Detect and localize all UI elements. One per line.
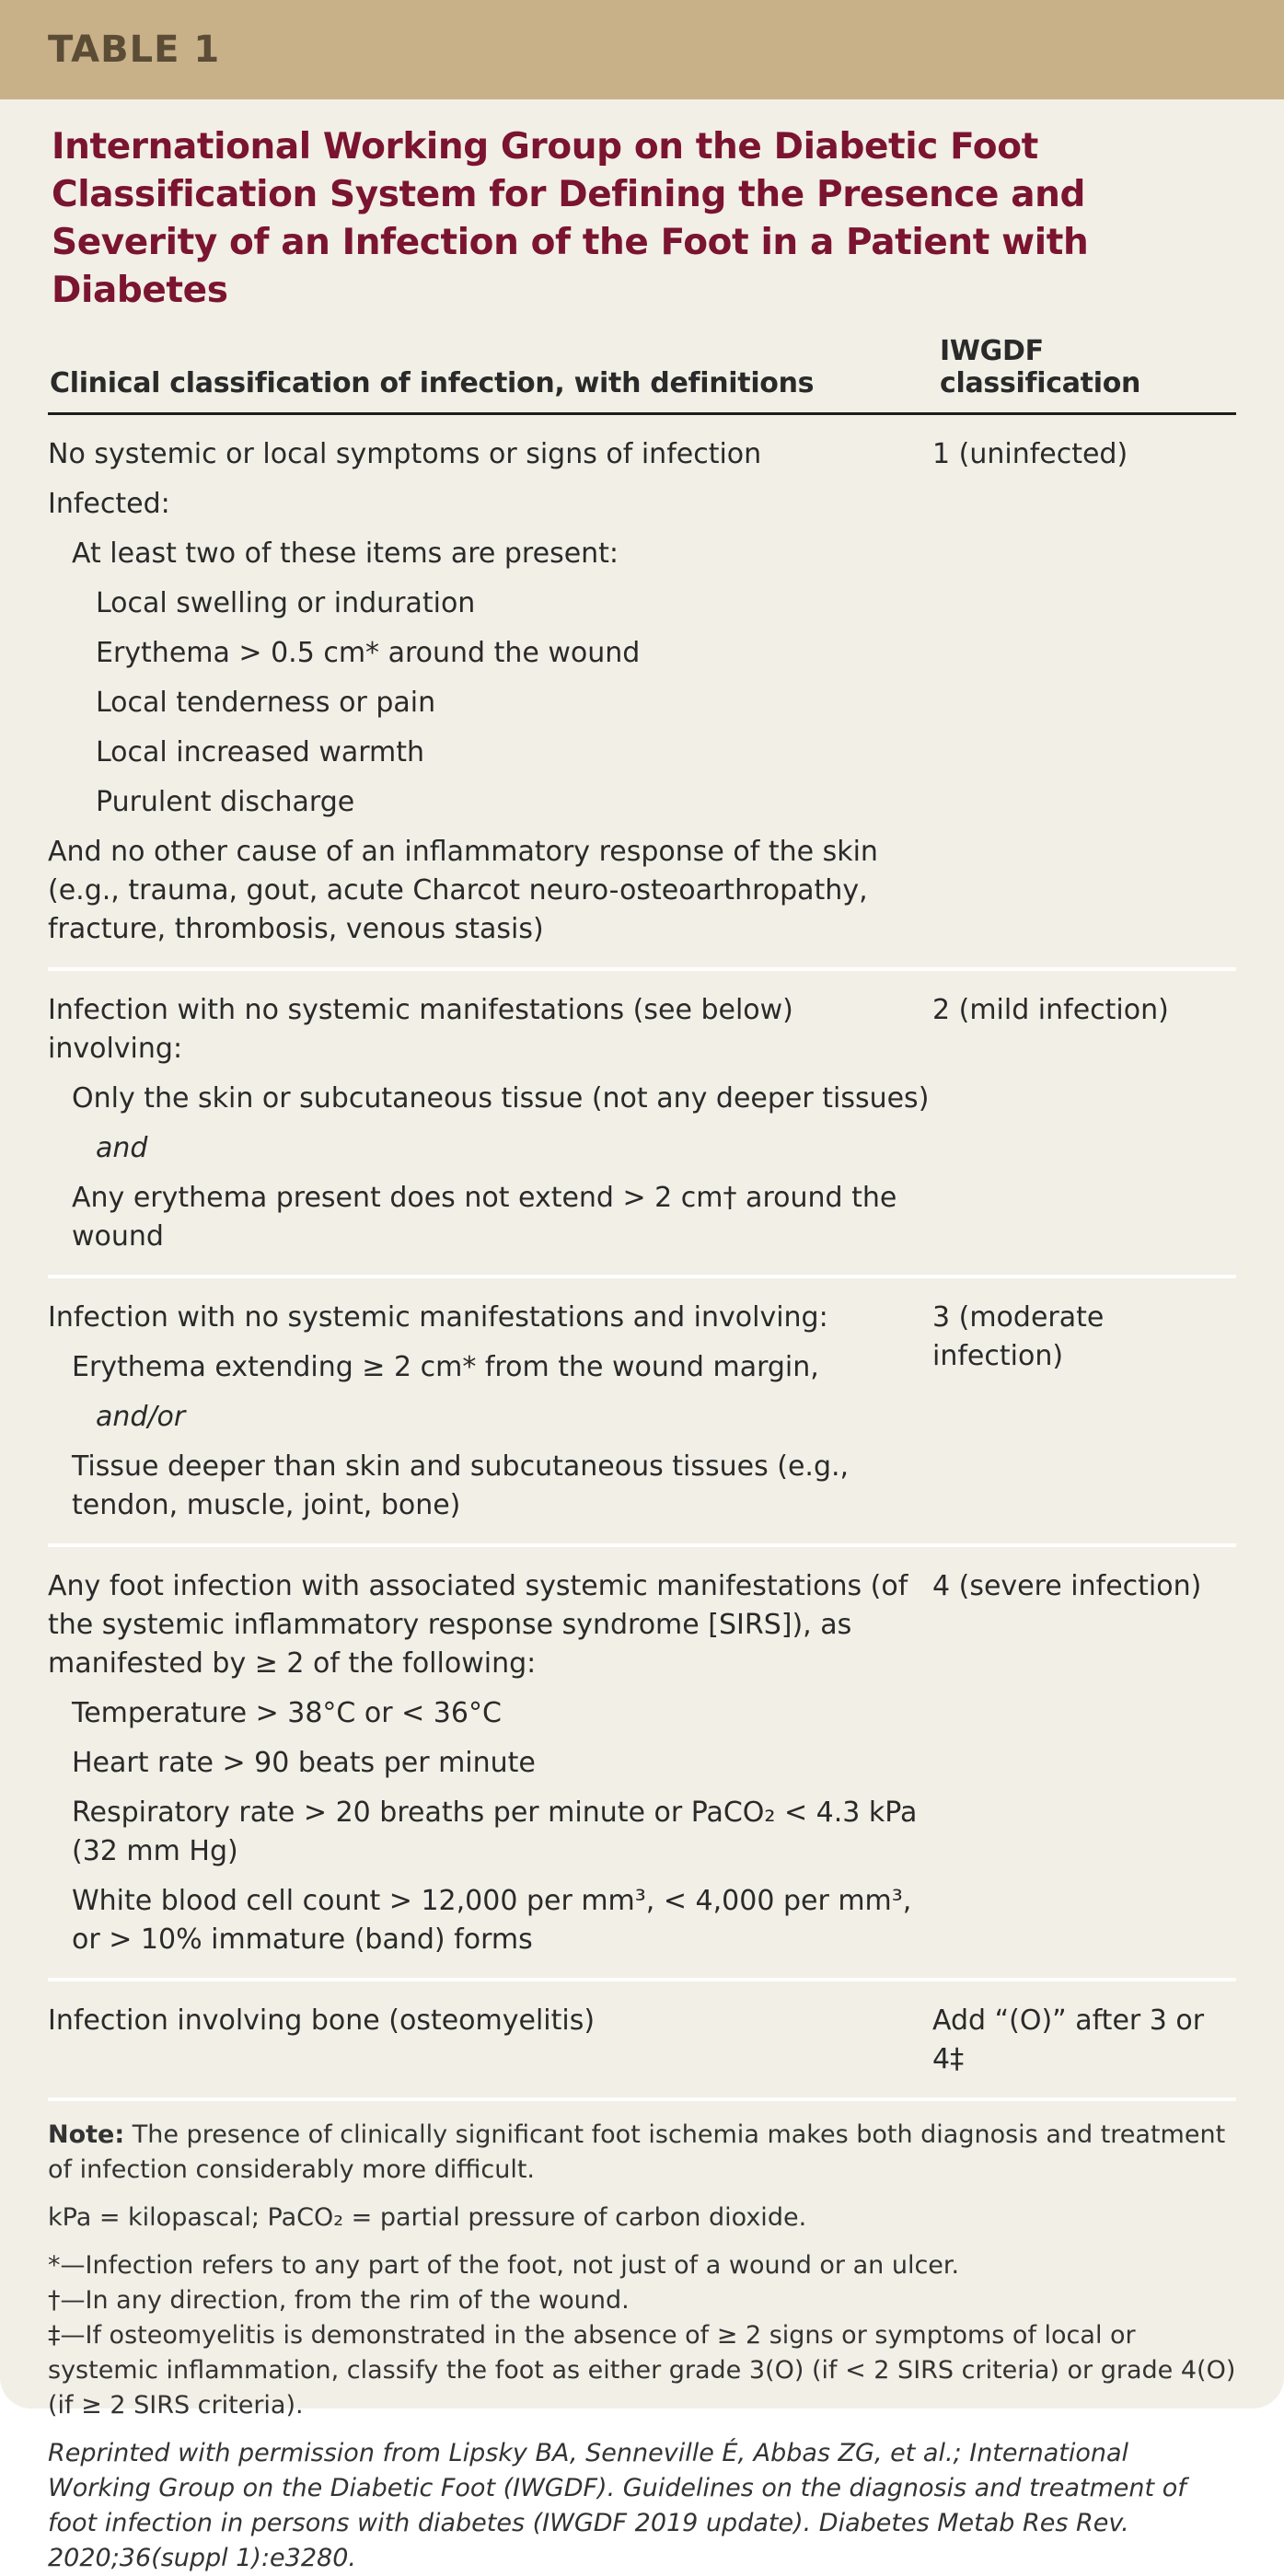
section-definitions [48,1299,931,1525]
classification-section [48,1547,1236,1981]
column-headers [48,335,1236,415]
definition-row: No systemic or local symptoms or signs of infection [48,438,762,470]
section-grade: 3 (moderate infection) [932,1301,1105,1372]
section-grade: 1 (uninfected) [932,438,1128,470]
classification-section [48,415,1236,971]
definition-row: Respiratory rate > 20 breaths per minute or PaCO₂ < 4.3 kPa (32 mm Hg) [72,1796,918,1867]
table-label: TABLE 1 [48,29,221,71]
definition-row: Any erythema present does not extend > 2 cm† around the wound [72,1182,897,1253]
classification-sections [48,415,1236,2097]
definition-row: White blood cell count > 12,000 per mm³, < 4,000 per mm³, or > 10% immature (band) forms [72,1885,912,1956]
definition-row: At least two of these items are present: [72,537,619,570]
abbreviations: kPa = kilopascal; PaCO₂ = partial pressure of carbon dioxide. [48,2203,807,2232]
note-paragraph [48,2118,1236,2188]
definition-row: and/or [96,1401,186,1433]
citation: Reprinted with permission from Lipsky BA, Senneville É, Abbas ZG, et al.; International Working Group on the Diabetic Foot (IWGDF). Guidelines on the diagnosis and treatment of foot infection in persons with diabetes (IWGDF 2019 update). Diabetes Metab Res Rev. 2020;36(suppl 1):e3280. [48,2439,1186,2572]
definition-row: Heart rate > 90 beats per minute [72,1747,536,1779]
note-label: Note: [48,2120,125,2149]
classification-section [48,1981,1236,2097]
footnote: †—In any direction, from the rim of the wound. [48,2286,630,2315]
footnote: *—Infection refers to any part of the foot, not just of a wound or an ulcer. [48,2251,960,2280]
definition-row: Tissue deeper than skin and subcutaneous tissues (e.g., tendon, muscle, joint, bone) [72,1450,850,1521]
classification-section [48,1278,1236,1547]
table-content [0,123,1284,2576]
definition-row: Local tenderness or pain [96,687,436,719]
section-grade: 2 (mild infection) [932,994,1169,1026]
note-text: The presence of clinically significant foot ischemia makes both diagnosis and treatment of infection considerably more difficult. [48,2120,1226,2184]
definition-row: Infected: [48,488,170,520]
definition-row: Infection involving bone (osteomyelitis) [48,2004,596,2037]
section-definitions [48,2002,931,2079]
section-definitions [48,435,931,949]
section-grade: Add “(O)” after 3 or 4‡ [932,2004,1205,2075]
section-definitions [48,1567,931,1959]
footnotes [48,2248,1236,2423]
definition-row: Only the skin or subcutaneous tissue (not any deeper tissues) [72,1082,930,1115]
definition-row: Local increased warmth [96,736,425,768]
section-grade: 4 (severe infection) [932,1570,1202,1602]
definition-row: Local swelling or induration [96,587,476,619]
definition-row: Infection with no systemic manifestations and involving: [48,1301,828,1334]
section-definitions [48,991,931,1256]
table-header-band [0,0,1284,99]
definition-row: Temperature > 38°C or < 36°C [72,1697,502,1729]
footnote: ‡—If osteomyelitis is demonstrated in the absence of ≥ 2 signs or symptoms of local or systemic inflammation, classify the foot as either grade 3(O) (if < 2 SIRS criteria) or grade 4(O) (if ≥ 2 SIRS criteria). [48,2321,1236,2420]
column-header-definitions: Clinical classification of infection, with definitions [50,367,815,399]
table-notes [48,2101,1236,2576]
classification-section [48,971,1236,1278]
definition-row: and [96,1132,148,1164]
definition-row: Purulent discharge [96,786,355,818]
definition-row: Infection with no systemic manifestations (see below) involving: [48,994,793,1065]
definition-row: Any foot infection with associated systemic manifestations (of the systemic inflammatory response syndrome [SIRS]), as manifested by ≥ 2 of the following: [48,1570,908,1680]
column-header-classification: IWGDF classification [940,335,1141,399]
definition-row: Erythema > 0.5 cm* around the wound [96,637,641,669]
table-title: International Working Group on the Diabetic Foot Classification System for Defining the Presence and Severity of an Infection of the Foot in a Patient with Diabetes [52,126,1089,311]
definition-row: Erythema extending ≥ 2 cm* from the wound margin, [72,1351,819,1383]
definition-row: And no other cause of an inflammatory response of the skin (e.g., trauma, gout, acute Charcot neuro-osteoarthropathy, fracture, thrombosis, venous stasis) [48,836,878,945]
